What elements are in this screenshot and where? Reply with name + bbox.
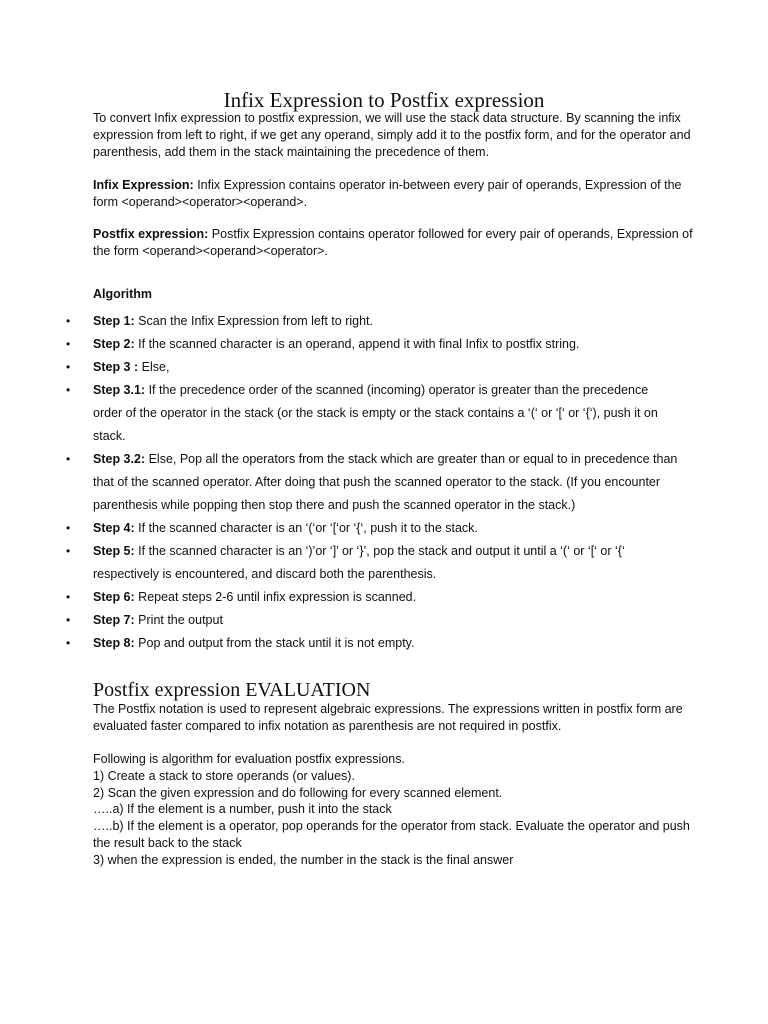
step-label: Step 7: (93, 613, 135, 627)
list-item (0, 356, 678, 379)
step-text: Else, (138, 360, 170, 374)
step-text: If the precedence order of the scanned (incoming) operator is greater than the precedence order of the operator in the stack (or the stack is empty or the stack contains a ‘(‘ or ‘[‘ or ‘{‘), push it on stack. (93, 383, 658, 443)
list-item (0, 586, 678, 609)
list-item (0, 517, 678, 540)
evaluation-intro-paragraph: The Postfix notation is used to represent algebraic expressions. The expressions written in postfix form are evaluated faster compared to infix notation as parenthesis are not required in postfix. (93, 702, 683, 733)
list-item (0, 333, 678, 356)
page-title: Infix Expression to Postfix expression (223, 88, 545, 112)
evaluation-line: 2) Scan the given expression and do following for every scanned element. (93, 785, 503, 800)
evaluation-line: 3) when the expression is ended, the number in the stack is the final answer (93, 852, 514, 867)
bullet-icon: • (66, 383, 71, 397)
step-label: Step 1: (93, 314, 135, 328)
step-text: If the scanned character is an ‘(‘or ‘[‘or ‘{‘, push it to the stack. (134, 521, 478, 535)
step-label: Step 6: (93, 590, 135, 604)
list-item (0, 609, 678, 632)
algorithm-steps-list (0, 310, 768, 655)
list-item (0, 632, 678, 655)
bullet-icon: • (66, 590, 71, 604)
list-item (0, 379, 678, 448)
step-label: Step 5: (93, 544, 135, 558)
step-text: If the scanned character is an operand, append it with final Infix to postfix string. (134, 337, 580, 351)
bullet-icon: • (66, 544, 71, 558)
postfix-definition-text: Postfix Expression contains operator followed for every pair of operands, Expression of the form <operand><operand><operator>. (93, 227, 693, 258)
bullet-icon: • (66, 314, 71, 328)
bullet-icon: • (66, 360, 71, 374)
step-text: Else, Pop all the operators from the stack which are greater than or equal to in precedence than that of the scanned operator. After doing that push the scanned operator to the stack. (If you encounter parenthesis while popping then stop there and push the scanned operator in the stack.) (93, 452, 678, 512)
infix-definition-text: Infix Expression contains operator in-between every pair of operands, Expression of the form <operand><operator><operand>. (93, 178, 682, 209)
step-label: Step 8: (93, 636, 135, 650)
algorithm-heading: Algorithm (93, 287, 153, 301)
list-item (0, 448, 678, 517)
step-label: Step 2: (93, 337, 135, 351)
step-label: Step 3.2: (93, 452, 146, 466)
evaluation-line: Following is algorithm for evaluation postfix expressions. (93, 752, 405, 766)
evaluation-heading: Postfix expression EVALUATION (93, 679, 371, 701)
evaluation-line: …..a) If the element is a number, push it into the stack (93, 802, 392, 817)
evaluation-line: 1) Create a stack to store operands (or values). (93, 768, 355, 783)
step-text: Pop and output from the stack until it is not empty. (134, 636, 415, 650)
intro-paragraph: To convert Infix expression to postfix expression, we will use the stack data structure. By scanning the infix expression from left to right, if we get any operand, simply add it to the postfix form, and for the operator and parenthesis, add them in the stack maintaining the precedence of them. (93, 111, 691, 159)
bullet-icon: • (66, 636, 71, 650)
step-text: Repeat steps 2-6 until infix expression is scanned. (134, 590, 417, 604)
bullet-icon: • (66, 521, 71, 535)
infix-definition-label: Infix Expression: (93, 178, 194, 192)
list-item (0, 540, 678, 586)
evaluation-line: …..b) If the element is a operator, pop operands for the operator from stack. Evaluate the operator and push the result back to the stack (93, 819, 690, 850)
step-label: Step 4: (93, 521, 135, 535)
step-text: Print the output (134, 613, 223, 627)
evaluation-algorithm (93, 751, 693, 869)
postfix-definition-label: Postfix expression: (93, 227, 209, 241)
bullet-icon: • (66, 337, 71, 351)
list-item (0, 310, 678, 333)
bullet-icon: • (66, 452, 71, 466)
postfix-definition (93, 226, 693, 260)
step-label: Step 3 : (93, 360, 139, 374)
step-text: Scan the Infix Expression from left to right. (134, 314, 373, 328)
bullet-icon: • (66, 613, 71, 627)
step-text: If the scanned character is an ‘)’or ‘]’ or ‘}’, pop the stack and output it until a ‘(‘ or ‘[‘ or ‘{‘ respectively is encountered, and discard both the parenthesis. (93, 544, 625, 581)
step-label: Step 3.1: (93, 383, 146, 397)
infix-definition (93, 177, 693, 211)
